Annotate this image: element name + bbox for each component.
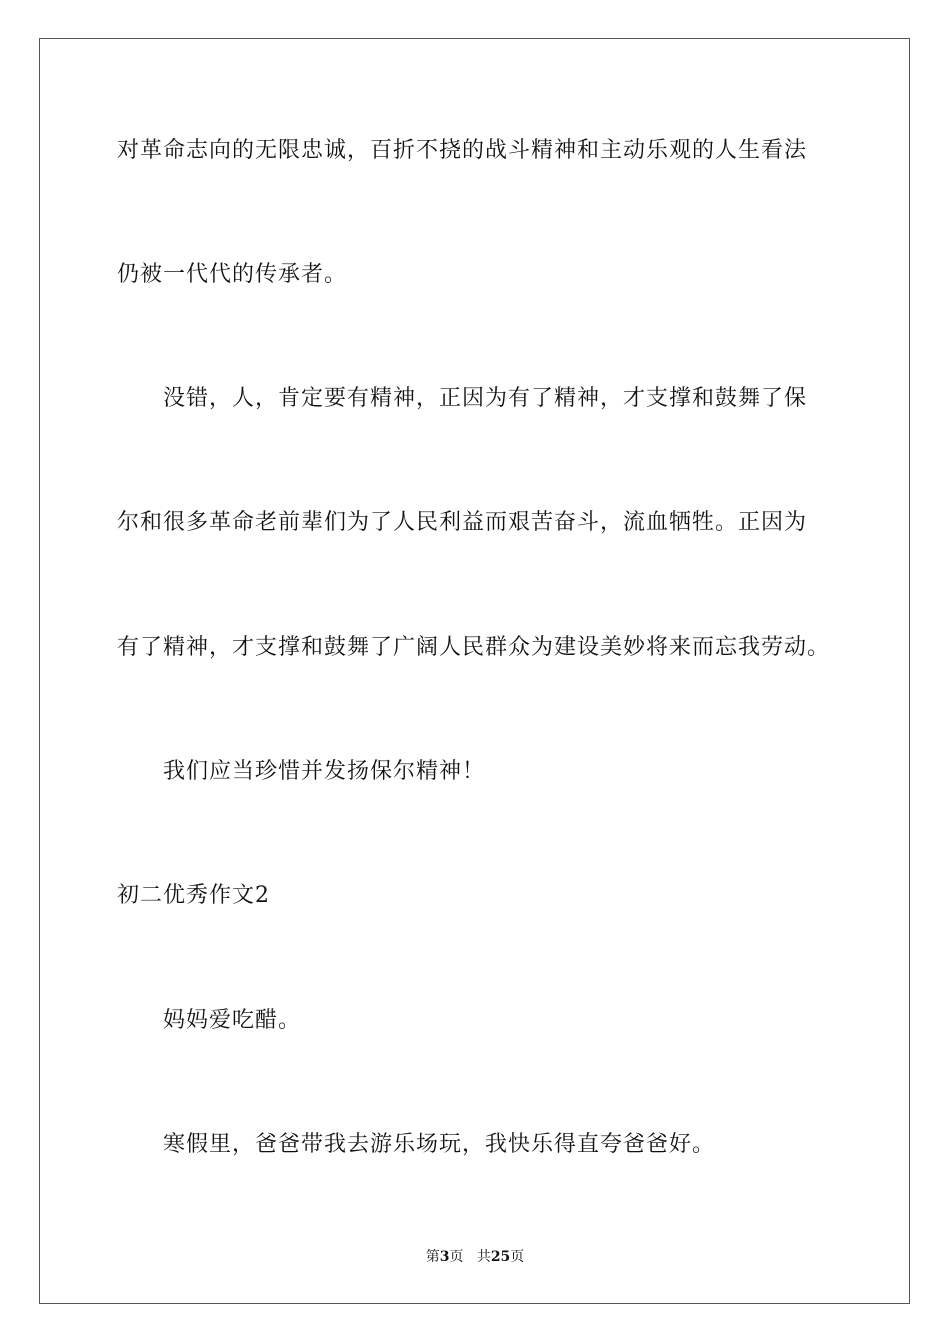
paragraph-2-line-3: 有了精神，才支撑和鼓舞了广阔人民群众为建设美妙将来而忘我劳动。: [117, 635, 831, 660]
footer-page-number: 3: [439, 1249, 450, 1265]
section-title: 初二优秀作文2: [117, 883, 270, 908]
paragraph-2-line-1: 没错，人，肯定要有精神，正因为有了精神，才支撑和鼓舞了保: [163, 386, 808, 411]
page-border: [39, 38, 910, 1304]
paragraph-1-line-2: 仍被一代代的传承者。: [117, 262, 348, 287]
page-footer: [0, 1247, 950, 1267]
paragraph-5: 寒假里，爸爸带我去游乐场玩，我快乐得直夸爸爸好。: [163, 1132, 716, 1157]
footer-page-prefix: 第: [425, 1249, 440, 1265]
footer-total-pages: 25: [490, 1249, 511, 1265]
footer-page-suffix: 页: [449, 1249, 464, 1265]
paragraph-4: 妈妈爱吃醋。: [163, 1008, 302, 1033]
footer-total-prefix: 共: [476, 1249, 491, 1265]
paragraph-1-line-1: 对革命志向的无限忠诚，百折不挠的战斗精神和主动乐观的人生看法: [117, 138, 808, 163]
paragraph-3: 我们应当珍惜并发扬保尔精神！: [163, 759, 486, 784]
paragraph-2-line-2: 尔和很多革命老前辈们为了人民利益而艰苦奋斗，流血牺牲。正因为: [117, 510, 808, 535]
footer-total-suffix: 页: [510, 1249, 525, 1265]
